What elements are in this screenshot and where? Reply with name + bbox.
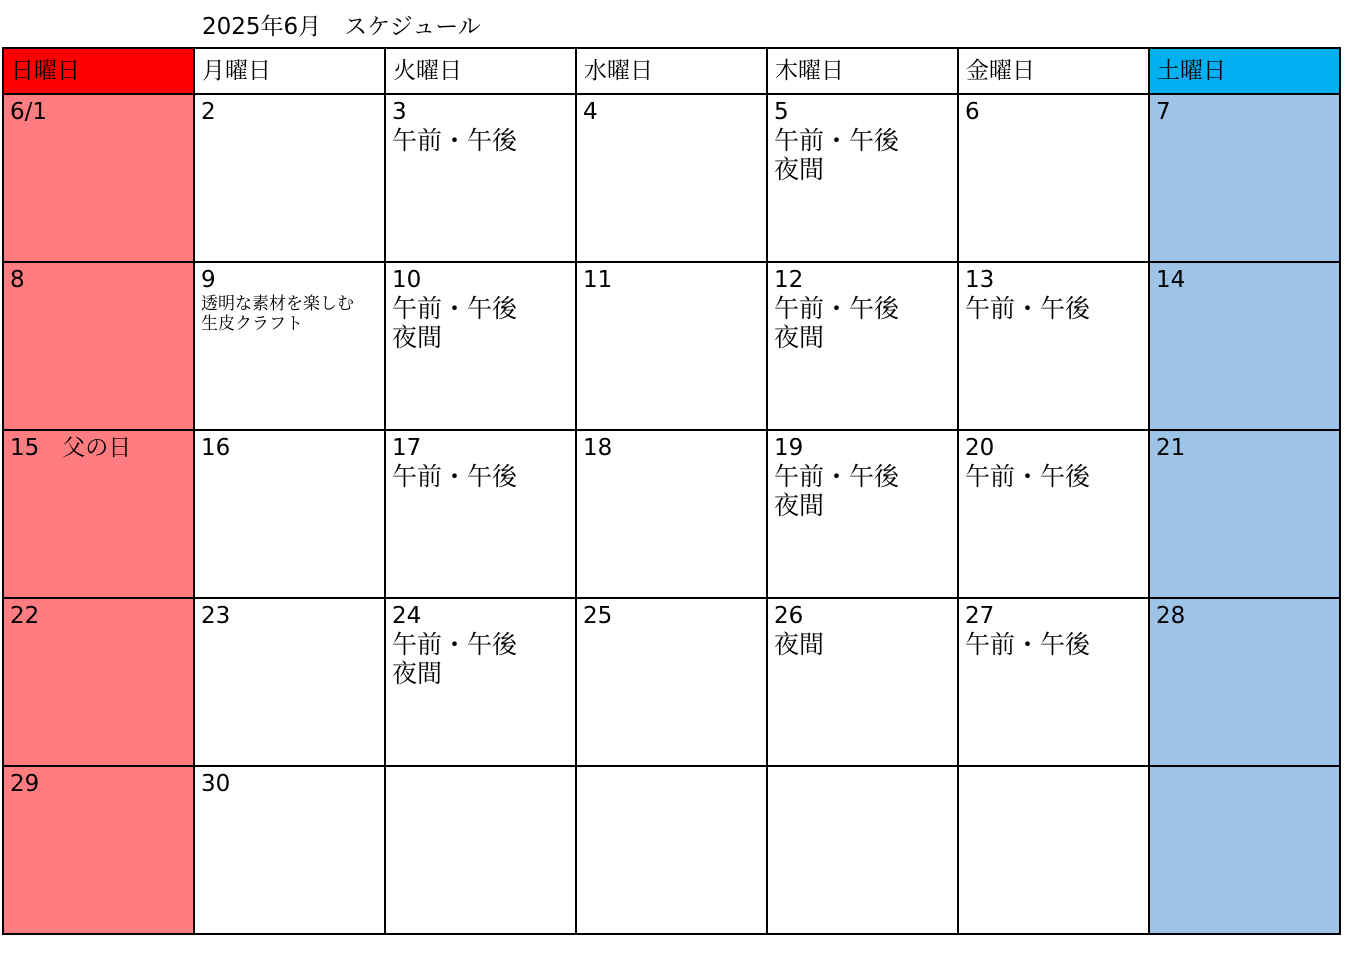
header-sunday: 日曜日 (3, 48, 194, 94)
day-number: 8 (10, 267, 25, 293)
day-number: 7 (1156, 99, 1171, 125)
day-number: 6/1 (10, 99, 48, 125)
day-number: 9 (201, 267, 216, 293)
day-cell-thursday[interactable] (767, 262, 958, 430)
week-row (3, 766, 1340, 934)
day-cell-thursday[interactable] (767, 430, 958, 598)
day-number: 13 (965, 267, 995, 293)
day-number: 12 (774, 267, 804, 293)
day-cell-saturday[interactable] (1149, 598, 1340, 766)
day-cell-monday[interactable] (194, 262, 385, 430)
event-label: 午前・午後 (965, 462, 1091, 491)
day-cell-wednesday[interactable] (576, 262, 767, 430)
day-cell-tuesday[interactable] (385, 430, 576, 598)
page-title: 2025年6月 スケジュール (202, 14, 481, 40)
event-label: 夜間 (774, 491, 825, 520)
week-row (3, 262, 1340, 430)
day-number: 5 (774, 99, 789, 125)
day-cell-wednesday[interactable] (576, 430, 767, 598)
day-number: 10 (392, 267, 422, 293)
day-cell-tuesday[interactable] (385, 262, 576, 430)
day-cell-thursday[interactable] (767, 766, 958, 934)
day-cell-sunday[interactable] (3, 94, 194, 262)
day-number: 22 (10, 603, 40, 629)
day-cell-thursday[interactable] (767, 94, 958, 262)
event-label: 午前・午後 (965, 294, 1091, 323)
day-number: 29 (10, 771, 40, 797)
day-number: 14 (1156, 267, 1186, 293)
day-cell-friday[interactable] (958, 94, 1149, 262)
day-cell-saturday[interactable] (1149, 430, 1340, 598)
day-number: 21 (1156, 435, 1186, 461)
weekday-header-row (3, 48, 1340, 94)
event-label: 夜間 (392, 659, 443, 688)
day-number: 4 (583, 99, 598, 125)
day-cell-monday[interactable] (194, 598, 385, 766)
day-cell-saturday[interactable] (1149, 94, 1340, 262)
event-note: 透明な素材を楽しむ (201, 294, 354, 314)
event-label: 夜間 (774, 155, 825, 184)
day-cell-saturday[interactable] (1149, 262, 1340, 430)
event-label: 午前・午後 (774, 294, 900, 323)
event-label: 夜間 (774, 630, 825, 659)
day-cell-sunday[interactable] (3, 262, 194, 430)
week-row (3, 598, 1340, 766)
header-wednesday: 水曜日 (576, 48, 767, 94)
day-number: 27 (965, 603, 995, 629)
day-number: 24 (392, 603, 422, 629)
day-cell-saturday[interactable] (1149, 766, 1340, 934)
day-cell-tuesday[interactable] (385, 94, 576, 262)
header-saturday: 土曜日 (1149, 48, 1340, 94)
header-tuesday: 火曜日 (385, 48, 576, 94)
day-number: 30 (201, 771, 231, 797)
event-label: 夜間 (392, 323, 443, 352)
event-label: 午前・午後 (774, 462, 900, 491)
day-number: 20 (965, 435, 995, 461)
day-number: 17 (392, 435, 422, 461)
day-cell-wednesday[interactable] (576, 598, 767, 766)
day-cell-friday[interactable] (958, 598, 1149, 766)
day-cell-friday[interactable] (958, 430, 1149, 598)
event-label: 午前・午後 (392, 126, 518, 155)
day-cell-monday[interactable] (194, 430, 385, 598)
event-label: 午前・午後 (392, 294, 518, 323)
day-cell-tuesday[interactable] (385, 766, 576, 934)
event-label: 夜間 (774, 323, 825, 352)
day-cell-wednesday[interactable] (576, 94, 767, 262)
day-cell-monday[interactable] (194, 94, 385, 262)
day-cell-tuesday[interactable] (385, 598, 576, 766)
day-number: 2 (201, 99, 216, 125)
week-row (3, 94, 1340, 262)
header-thursday: 木曜日 (767, 48, 958, 94)
event-label: 午前・午後 (392, 630, 518, 659)
day-number: 18 (583, 435, 613, 461)
day-cell-monday[interactable] (194, 766, 385, 934)
header-monday: 月曜日 (194, 48, 385, 94)
event-label: 午前・午後 (774, 126, 900, 155)
day-number: 6 (965, 99, 980, 125)
day-number: 26 (774, 603, 804, 629)
day-number: 16 (201, 435, 231, 461)
day-number: 11 (583, 267, 613, 293)
day-cell-friday[interactable] (958, 766, 1149, 934)
day-cell-wednesday[interactable] (576, 766, 767, 934)
day-number: 28 (1156, 603, 1186, 629)
calendar-grid (2, 47, 1341, 935)
day-cell-friday[interactable] (958, 262, 1149, 430)
event-label: 午前・午後 (392, 462, 518, 491)
day-cell-thursday[interactable] (767, 598, 958, 766)
day-cell-sunday[interactable] (3, 430, 194, 598)
day-number: 25 (583, 603, 613, 629)
day-number: 3 (392, 99, 407, 125)
header-friday: 金曜日 (958, 48, 1149, 94)
week-row (3, 430, 1340, 598)
day-number: 23 (201, 603, 231, 629)
day-number: 19 (774, 435, 804, 461)
event-note: 生皮クラフト (201, 314, 303, 334)
day-number: 15 父の日 (10, 435, 132, 461)
day-cell-sunday[interactable] (3, 598, 194, 766)
event-label: 午前・午後 (965, 630, 1091, 659)
day-cell-sunday[interactable] (3, 766, 194, 934)
